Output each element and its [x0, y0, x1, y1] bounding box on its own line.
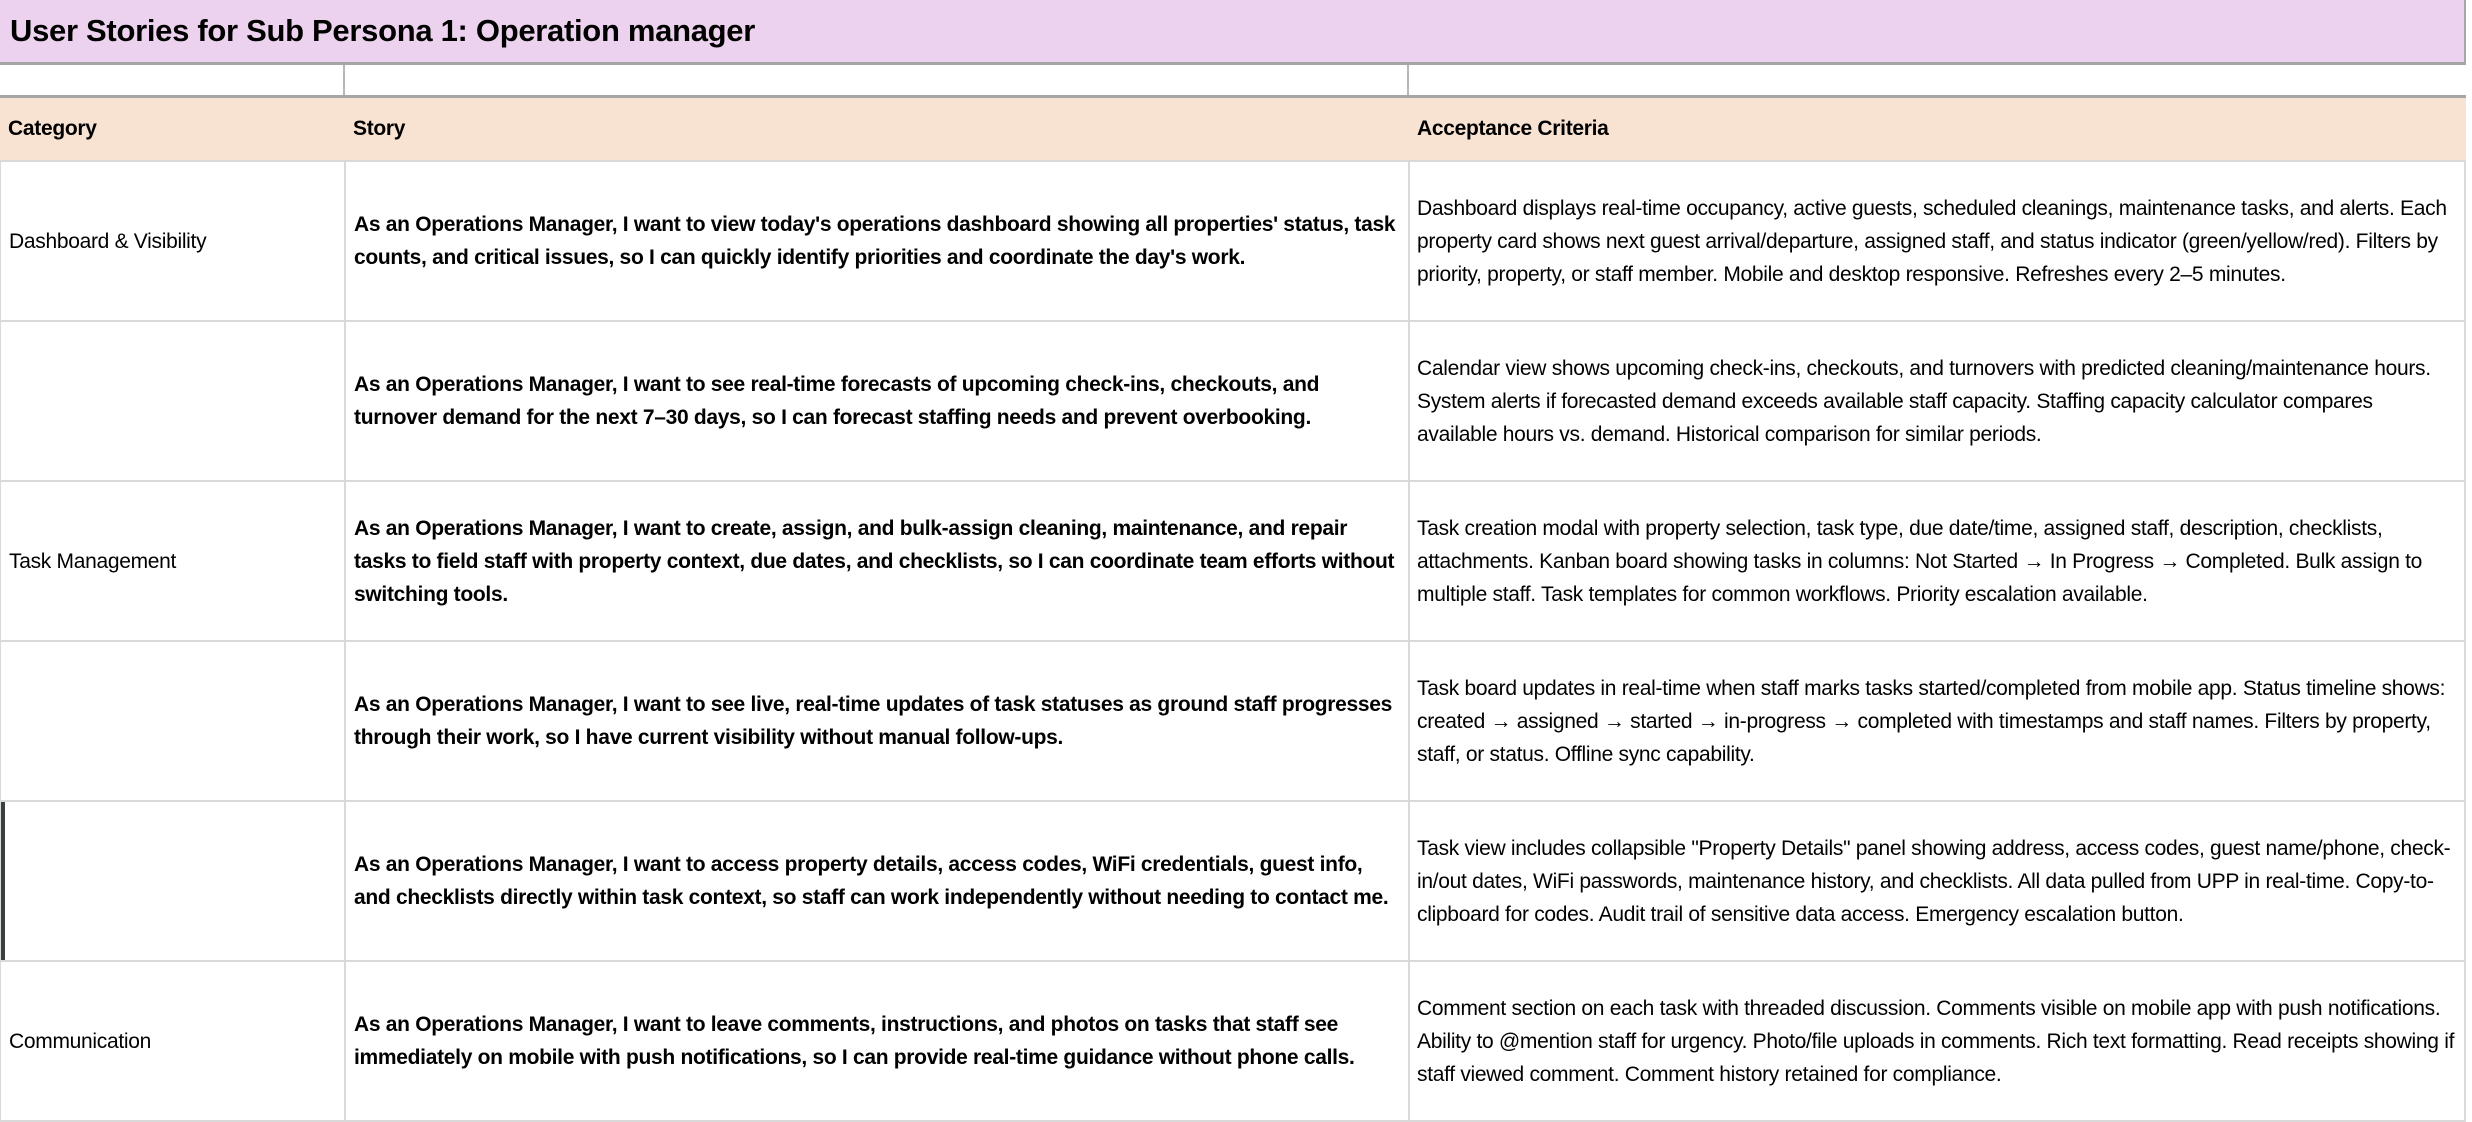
- spacer-cell-category[interactable]: [0, 65, 345, 95]
- category-cell[interactable]: [1, 962, 346, 1120]
- story-text: As an Operations Manager, I want to leave comments, instructions, and photos on tasks that staff see immediately on mobile with push notifications, so I can provide real-time guidance without phone calls.: [354, 1013, 1355, 1069]
- story-text: As an Operations Manager, I want to see real-time forecasts of upcoming check-ins, checkouts, and turnover demand for the next 7–30 days, so I can forecast staffing needs and prevent overbooking.: [354, 373, 1320, 429]
- spacer-row[interactable]: [0, 65, 2466, 98]
- category-cell[interactable]: [1, 162, 346, 320]
- acceptance-criteria-cell[interactable]: [1410, 482, 2466, 640]
- acceptance-criteria-text: Calendar view shows upcoming check-ins, checkouts, and turnovers with predicted cleaning/maintenance hours. System alerts if forecasted demand exceeds available staff capacity. Staffing capacity calculator compares available hours vs. demand. Historical comparison for similar periods.: [1417, 356, 2431, 446]
- title-row[interactable]: [0, 0, 2466, 65]
- story-cell[interactable]: [346, 322, 1410, 480]
- column-header-category-label: Category: [8, 117, 97, 140]
- category-cell[interactable]: [1, 642, 346, 800]
- acceptance-criteria-text: Dashboard displays real-time occupancy, active guests, scheduled cleanings, maintenance tasks, and alerts. Each property card shows next guest arrival/departure, assigned staff, and status indicator (green/yellow/red). Filters by priority, property, or staff member. Mobile and desktop responsive. Refreshes every 2–5 minutes.: [1417, 196, 2447, 286]
- story-text: As an Operations Manager, I want to create, assign, and bulk-assign cleaning, maintenance, and repair tasks to field staff with property context, due dates, and checklists, so I can coordinate team efforts without switching tools.: [354, 516, 1395, 606]
- column-header-story[interactable]: [345, 117, 1409, 141]
- spacer-cell-story[interactable]: [345, 65, 1409, 95]
- spacer-cell-acceptance[interactable]: [1409, 65, 2466, 95]
- table-row: [0, 162, 2466, 322]
- acceptance-criteria-text: Comment section on each task with threaded discussion. Comments visible on mobile app with push notifications. Ability to @mention staff for urgency. Photo/file uploads in comments. Rich text formatting. Read receipts showing if staff viewed comment. Comment history retained for compliance.: [1417, 996, 2455, 1086]
- acceptance-criteria-text: Task creation modal with property selection, task type, due date/time, assigned staff, description, checklists, attachments. Kanban board showing tasks in columns: Not Started → In Progress → Completed. Bulk assign to multiple staff. Task templates for common workflows. Priority escalation available.: [1417, 516, 2423, 606]
- category-text: Task Management: [9, 549, 177, 573]
- column-header-acceptance-criteria[interactable]: [1409, 117, 2466, 141]
- story-cell[interactable]: [346, 802, 1410, 960]
- category-text: Communication: [9, 1029, 151, 1053]
- acceptance-criteria-cell[interactable]: [1410, 962, 2466, 1120]
- acceptance-criteria-cell[interactable]: [1410, 322, 2466, 480]
- table-row: [0, 322, 2466, 482]
- story-cell[interactable]: [346, 642, 1410, 800]
- acceptance-criteria-text: Task board updates in real-time when staff marks tasks started/completed from mobile app. Status timeline shows: created → assigned → started → in-progress → completed with timestamps and staff names. Filters by property, staff, or status. Offline sync capability.: [1417, 676, 2446, 766]
- category-text: Dashboard & Visibility: [9, 229, 207, 253]
- table-row: [0, 482, 2466, 642]
- story-text: As an Operations Manager, I want to see live, real-time updates of task statuses as ground staff progresses through their work, so I have current visibility without manual follow-ups.: [354, 693, 1393, 749]
- acceptance-criteria-cell[interactable]: [1410, 802, 2466, 960]
- acceptance-criteria-text: Task view includes collapsible "Property Details" panel showing address, access codes, guest name/phone, check-in/out dates, WiFi passwords, maintenance history, and checklists. All data pulled from UPP in real-time. Copy-to-clipboard for codes. Audit trail of sensitive data access. Emergency escalation button.: [1417, 836, 2451, 926]
- acceptance-criteria-cell[interactable]: [1410, 642, 2466, 800]
- column-header-story-label: Story: [353, 117, 406, 140]
- story-cell[interactable]: [346, 162, 1410, 320]
- story-text: As an Operations Manager, I want to view today's operations dashboard showing all properties' status, task counts, and critical issues, so I can quickly identify priorities and coordinate the day's work.: [354, 213, 1396, 269]
- story-cell[interactable]: [346, 962, 1410, 1120]
- table-row: [0, 642, 2466, 802]
- table-row: [0, 962, 2466, 1122]
- category-cell-selected[interactable]: [1, 802, 346, 960]
- acceptance-criteria-cell[interactable]: [1410, 162, 2466, 320]
- story-cell[interactable]: [346, 482, 1410, 640]
- column-header-acceptance-criteria-label: Acceptance Criteria: [1417, 117, 1609, 140]
- story-text: As an Operations Manager, I want to access property details, access codes, WiFi credentials, guest info, and checklists directly within task context, so staff can work independently without needing to contact me.: [354, 853, 1389, 909]
- column-header-category[interactable]: [0, 117, 345, 141]
- table-header-row: [0, 98, 2466, 162]
- category-cell[interactable]: [1, 482, 346, 640]
- table-row: [0, 802, 2466, 962]
- category-cell[interactable]: [1, 322, 346, 480]
- page-title: User Stories for Sub Persona 1: Operation manager: [10, 13, 756, 48]
